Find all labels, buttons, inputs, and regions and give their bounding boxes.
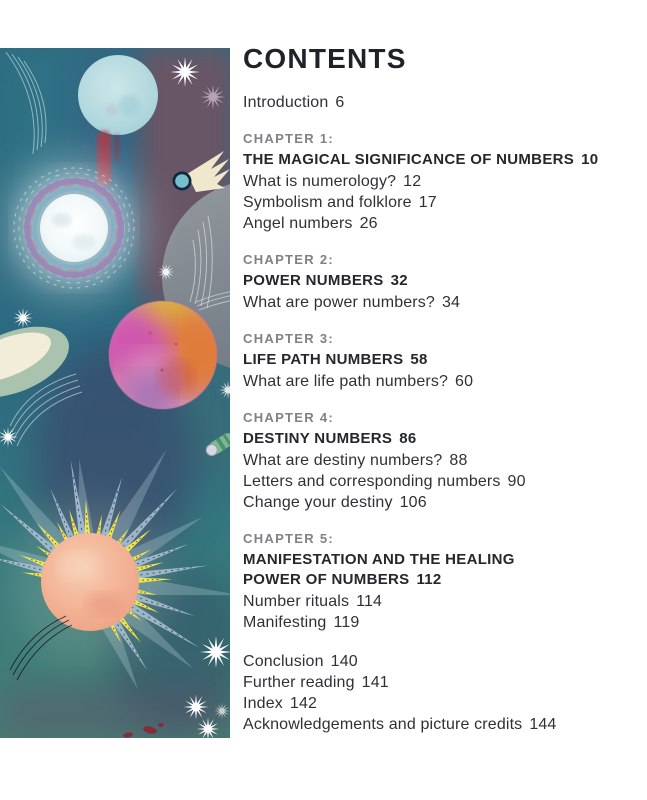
entry-page-number: 112 — [416, 571, 442, 588]
entry-page-number: 10 — [581, 151, 599, 168]
toc-chapter-3 — [243, 331, 641, 392]
chapter-title — [243, 350, 641, 370]
entry-page-number: 12 — [403, 173, 422, 190]
toc-line — [243, 450, 641, 471]
chapter-title — [243, 271, 641, 291]
toc-chapter-5 — [243, 531, 641, 633]
entry-page-number: 119 — [333, 614, 360, 631]
entry-page-number: 26 — [359, 215, 378, 232]
entry-title: Manifesting — [243, 614, 327, 631]
toc-line — [243, 492, 641, 513]
entry-title: Change your destiny — [243, 494, 393, 511]
entry-title: Angel numbers — [243, 215, 353, 232]
entry-title: What is numerology? — [243, 173, 397, 190]
toc-line — [243, 92, 641, 113]
toc-line — [243, 171, 641, 192]
entry-page-number: 140 — [330, 653, 358, 670]
ringed-moon — [0, 154, 148, 302]
toc-line — [243, 612, 641, 633]
entry-page-number: 6 — [335, 94, 345, 111]
entry-title: Letters and corresponding numbers — [243, 473, 501, 490]
page-title: CONTENTS — [243, 43, 407, 74]
toc-line — [243, 591, 641, 612]
toc-line — [243, 651, 641, 672]
entry-page-number: 32 — [390, 272, 408, 289]
table-of-contents — [243, 42, 641, 735]
entry-title: What are destiny numbers? — [243, 452, 443, 469]
entry-page-number: 142 — [289, 695, 318, 712]
entry-page-number: 17 — [418, 194, 437, 211]
toc-chapter-4 — [243, 410, 641, 513]
chapter-title — [243, 429, 641, 449]
entry-title: DESTINY NUMBERS — [243, 430, 393, 447]
entry-title: MANIFESTATION AND THE HEALING POWER OF NUMBERS — [243, 551, 515, 588]
cover-illustration — [0, 48, 230, 738]
entry-title: Further reading — [243, 674, 355, 691]
entry-title: Index — [243, 695, 283, 712]
entry-page-number: 141 — [361, 674, 389, 691]
entry-title: What are life path numbers? — [243, 373, 449, 390]
sun-core — [41, 533, 139, 631]
entry-title: Introduction — [243, 94, 329, 111]
entry-title: POWER NUMBERS — [243, 272, 384, 289]
chapter-label: CHAPTER 2: — [243, 252, 335, 267]
toc-entry-introduction — [243, 92, 641, 113]
entry-page-number: 144 — [529, 716, 557, 733]
toc-chapter-2 — [243, 252, 641, 313]
entry-page-number: 58 — [410, 351, 428, 368]
chapter-label: CHAPTER 3: — [243, 331, 335, 346]
entry-title: THE MAGICAL SIGNIFICANCE OF NUMBERS — [243, 151, 575, 168]
chapter-label: CHAPTER 1: — [243, 131, 335, 146]
toc-line — [243, 371, 641, 392]
entry-title: Number rituals — [243, 593, 350, 610]
entry-page-number: 90 — [507, 473, 526, 490]
entry-title: Conclusion — [243, 653, 324, 670]
chapter-label: CHAPTER 5: — [243, 531, 335, 546]
toc-line — [243, 192, 641, 213]
entry-title: What are power numbers? — [243, 294, 435, 311]
pale-moon — [78, 55, 158, 135]
toc-line — [243, 714, 641, 735]
chapter-title — [243, 550, 563, 590]
toc-chapter-1 — [243, 131, 641, 234]
chapter-label: CHAPTER 4: — [243, 410, 335, 425]
chapter-title — [243, 150, 641, 170]
entry-page-number: 86 — [399, 430, 417, 447]
toc-line — [243, 693, 641, 714]
entry-title: LIFE PATH NUMBERS — [243, 351, 404, 368]
entry-page-number: 88 — [449, 452, 468, 469]
entry-page-number: 106 — [399, 494, 427, 511]
toc-line — [243, 213, 641, 234]
toc-backmatter — [243, 651, 641, 735]
toc-line — [243, 672, 641, 693]
entry-page-number: 34 — [441, 294, 461, 311]
entry-page-number: 60 — [455, 373, 474, 390]
toc-line — [243, 471, 641, 492]
entry-page-number: 114 — [356, 593, 383, 610]
entry-title: Symbolism and folklore — [243, 194, 412, 211]
entry-title: Acknowledgements and picture credits — [243, 716, 523, 733]
toc-line — [243, 292, 641, 313]
